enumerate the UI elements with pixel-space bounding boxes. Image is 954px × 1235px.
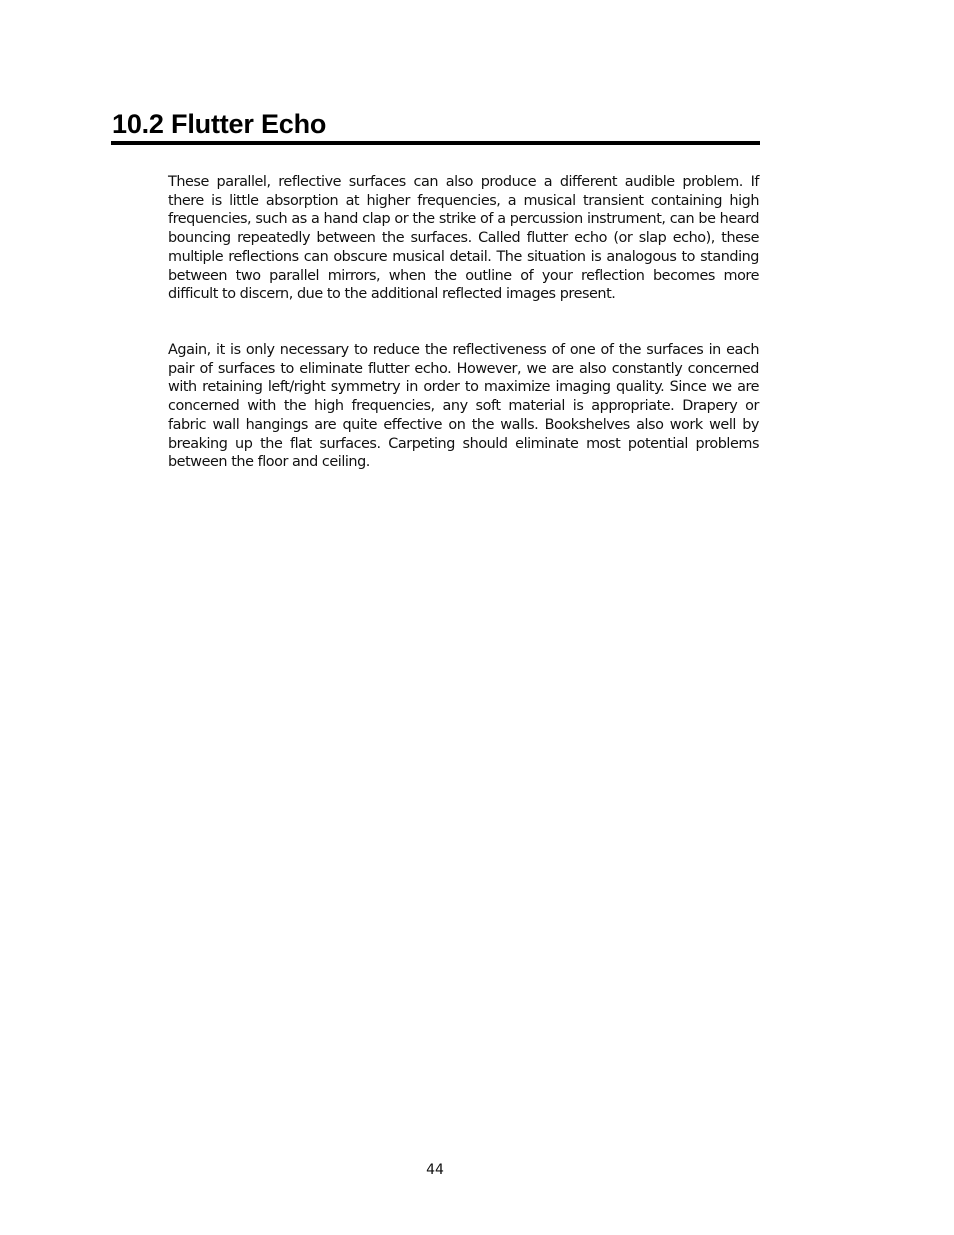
- section-heading: 10.2 Flutter Echo: [112, 109, 327, 139]
- body-paragraph-1: These parallel, reflective surfaces can also produce a different audible problem. If there is little absorption at higher frequencies, a musical transient containing high frequencies, such as a hand clap or the strike of a percussion instrument, can be heard bouncing repeatedly between the surfaces. Called flutter echo (or slap echo), these multiple reflections can obscure musical detail. The situation is analogous to standing between two parallel mirrors, when the outline of your reflection becomes more difficult to discern, due to the additional reflected images present.: [168, 174, 759, 303]
- heading-rule: [111, 141, 760, 145]
- page-number: 44: [426, 1162, 444, 1178]
- body-paragraph-2: Again, it is only necessary to reduce the reflectiveness of one of the surfaces in each pair of surfaces to eliminate flutter echo. However, we are also constantly concerned with retaining left/right symmetry in order to maximize imaging quality. Since we are concerned with the high frequencies, any soft material is appropriate. Drapery or fabric wall hangings are quite effective on the walls. Bookshelves also work well by breaking up the flat surfaces. Carpeting should eliminate most potential problems between the floor and ceiling.: [168, 342, 759, 471]
